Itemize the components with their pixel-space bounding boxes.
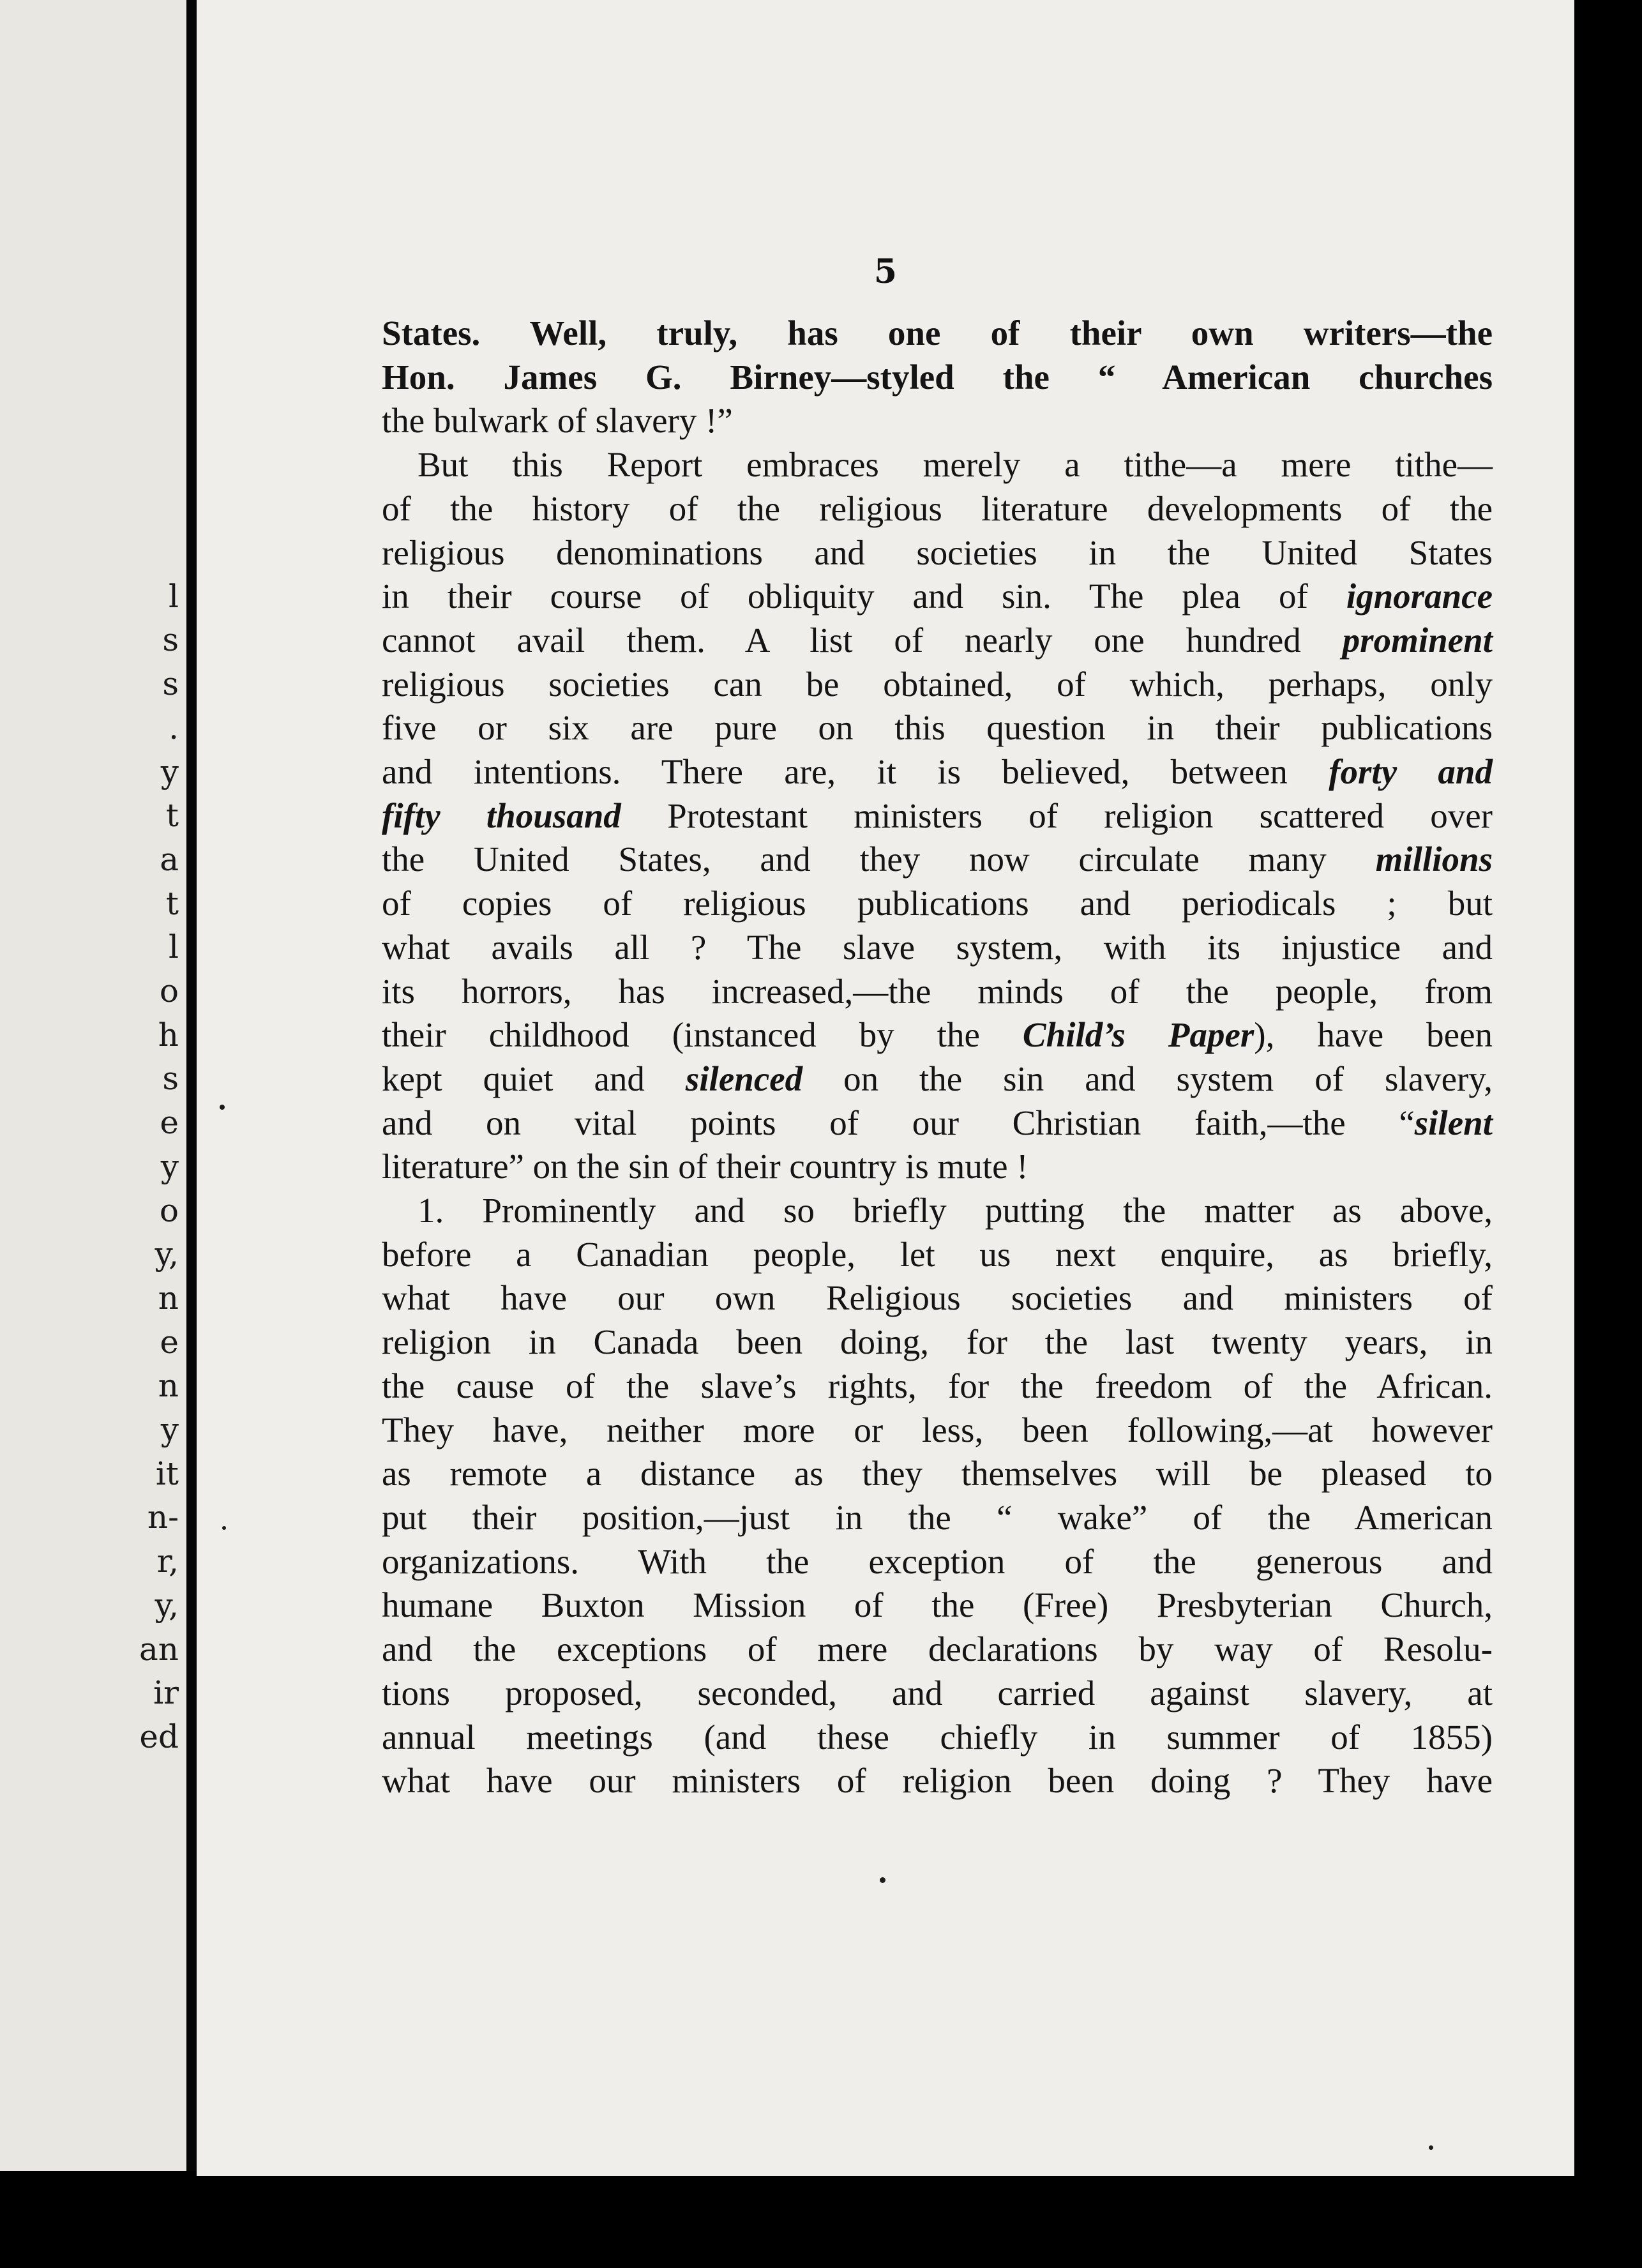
text-segment: ), have been	[1254, 1015, 1493, 1055]
ink-speck	[880, 1877, 885, 1883]
previous-page-fragment: o	[159, 972, 179, 1009]
italic-text: ignorance	[1346, 577, 1493, 616]
previous-page-fragment: a	[160, 840, 179, 878]
text-line	[382, 575, 1493, 619]
page-gutter	[186, 0, 197, 2171]
previous-page-fragment: y	[160, 1411, 179, 1448]
italic-text: prominent	[1342, 620, 1493, 660]
previous-page-fragment: s	[162, 665, 179, 703]
text-line	[382, 1496, 1493, 1540]
text-segment: the bulwark of slavery !”	[382, 401, 733, 441]
previous-page-fragment: y	[160, 753, 179, 790]
text-line	[382, 838, 1493, 882]
previous-page-fragment: t	[165, 884, 179, 922]
previous-page-fragment: ir	[153, 1674, 179, 1712]
text-segment: cannot avail them. A list of nearly one hundred	[382, 620, 1343, 660]
previous-page-fragment: h	[158, 1016, 179, 1054]
text-line	[382, 312, 1493, 356]
text-segment: and intentions. There are, it is believed, between	[382, 752, 1329, 792]
page-number: 5	[873, 252, 898, 291]
text-segment: before a Canadian people, let us next enquire, as briefly,	[382, 1234, 1493, 1274]
text-segment: But this Report embraces merely a tithe—a mere tithe—	[418, 445, 1493, 485]
text-line	[382, 1189, 1493, 1233]
text-segment: annual meetings (and these chiefly in summer of 1855)	[382, 1717, 1493, 1757]
text-segment: humane Buxton Mission of the (Free) Presbyterian Church,	[382, 1585, 1493, 1625]
previous-page-fragment: e	[160, 1104, 179, 1142]
text-line	[382, 706, 1493, 750]
text-segment: tions proposed, seconded, and carried against slavery, at	[382, 1673, 1493, 1712]
text-segment: Hon. James G. Birney—styled the “ American churches	[382, 357, 1493, 397]
text-segment: Protestant ministers of religion scattered over	[621, 796, 1493, 835]
text-segment: 1. Prominently and so briefly putting the matter as above,	[418, 1191, 1493, 1230]
text-line	[382, 970, 1493, 1014]
previous-page-fragment: n-	[147, 1499, 179, 1536]
previous-page-fragment: n	[158, 1279, 179, 1317]
previous-page-fragment: s	[162, 621, 179, 659]
text-line	[382, 1276, 1493, 1320]
text-line	[382, 1013, 1493, 1057]
text-line	[382, 1540, 1493, 1584]
previous-page-fragment: y	[160, 1147, 179, 1185]
text-segment: kept quiet and	[382, 1059, 686, 1098]
text-segment: the United States, and they now circulate many	[382, 840, 1376, 879]
text-segment: the cause of the slave’s rights, for the freedom of the African.	[382, 1366, 1493, 1405]
ink-speck	[1429, 2145, 1433, 2150]
text-line	[382, 531, 1493, 575]
italic-text: millions	[1375, 840, 1493, 879]
text-segment: put their position,—just in the “ wake” of the American	[382, 1497, 1493, 1537]
text-line	[382, 1409, 1493, 1453]
text-segment: States. Well, truly, has one of their own writers—the	[382, 314, 1493, 352]
previous-page-fragment: y,	[154, 1236, 179, 1273]
previous-page-fragment: s	[162, 1060, 179, 1098]
text-segment: and on vital points of our Christian faith,—the “	[382, 1103, 1415, 1142]
text-segment: what have our own Religious societies and ministers of	[382, 1278, 1493, 1318]
text-segment: its horrors, has increased,—the minds of the people, from	[382, 971, 1493, 1011]
previous-page-fragment: l	[169, 577, 179, 615]
text-segment: and the exceptions of mere declarations by way of Resolu-	[382, 1629, 1493, 1669]
previous-page-strip	[0, 0, 186, 2171]
text-segment: religious societies can be obtained, of which, perhaps, only	[382, 664, 1493, 704]
previous-page-fragment: r,	[156, 1543, 179, 1580]
text-line	[382, 1759, 1493, 1803]
previous-page-fragment: it	[155, 1455, 179, 1492]
italic-text: silent	[1414, 1103, 1493, 1142]
text-line	[382, 1233, 1493, 1277]
text-line	[382, 750, 1493, 794]
text-line	[382, 1101, 1493, 1145]
text-segment: literature” on the sin of their country is mute !	[382, 1147, 1028, 1186]
text-line	[382, 1716, 1493, 1760]
ink-speck	[222, 1526, 226, 1530]
text-line	[382, 619, 1493, 663]
text-segment: their childhood (instanced by the	[382, 1015, 1023, 1055]
italic-text: Child’s Paper	[1022, 1015, 1254, 1055]
text-line	[382, 399, 1493, 443]
previous-page-fragment: t	[165, 797, 179, 835]
ink-speck	[220, 1105, 225, 1110]
text-segment: organizations. With the exception of the generous and	[382, 1541, 1493, 1581]
italic-text: forty and	[1329, 752, 1493, 792]
text-line	[382, 487, 1493, 531]
text-line	[382, 356, 1493, 400]
text-line	[382, 882, 1493, 926]
text-line	[382, 1320, 1493, 1365]
text-line	[382, 1057, 1493, 1101]
text-line	[382, 443, 1493, 487]
text-line	[382, 1365, 1493, 1409]
text-segment: what avails all ? The slave system, with its injustice and	[382, 927, 1493, 967]
text-line	[382, 1672, 1493, 1716]
text-line	[382, 1145, 1493, 1189]
italic-text: silenced	[685, 1059, 803, 1098]
text-line	[382, 926, 1493, 970]
text-segment: of copies of religious publications and periodicals ; but	[382, 884, 1493, 923]
italic-text: fifty thousand	[382, 796, 621, 835]
document-page	[197, 0, 1574, 2176]
text-line	[382, 1628, 1493, 1672]
text-segment: in their course of obliquity and sin. The plea of	[382, 577, 1346, 616]
text-segment: of the history of the religious literature developments of the	[382, 488, 1493, 528]
previous-page-fragment: o	[159, 1191, 179, 1229]
previous-page-fragment: n	[158, 1367, 179, 1405]
text-segment: on the sin and system of slavery,	[802, 1059, 1493, 1098]
text-line	[382, 663, 1493, 707]
previous-page-fragment: ed	[139, 1718, 179, 1755]
previous-page-fragment: e	[160, 1323, 179, 1361]
previous-page-fragment: y,	[154, 1586, 179, 1624]
previous-page-fragment: an	[139, 1630, 179, 1668]
text-segment: religious denominations and societies in the United States	[382, 533, 1493, 572]
text-segment: what have our ministers of religion been doing ? They have	[382, 1761, 1493, 1801]
previous-page-fragment: l	[169, 928, 179, 966]
text-segment: as remote a distance as they themselves will be pleased to	[382, 1454, 1493, 1493]
page-body-text	[382, 312, 1493, 1803]
text-line	[382, 1452, 1493, 1496]
text-segment: They have, neither more or less, been following,—at however	[382, 1410, 1493, 1449]
text-segment: five or six are pure on this question in their publications	[382, 708, 1493, 748]
text-line	[382, 1584, 1493, 1628]
text-segment: religion in Canada been doing, for the last twenty years, in	[382, 1322, 1493, 1362]
previous-page-fragment: .	[169, 709, 179, 746]
text-line	[382, 794, 1493, 838]
